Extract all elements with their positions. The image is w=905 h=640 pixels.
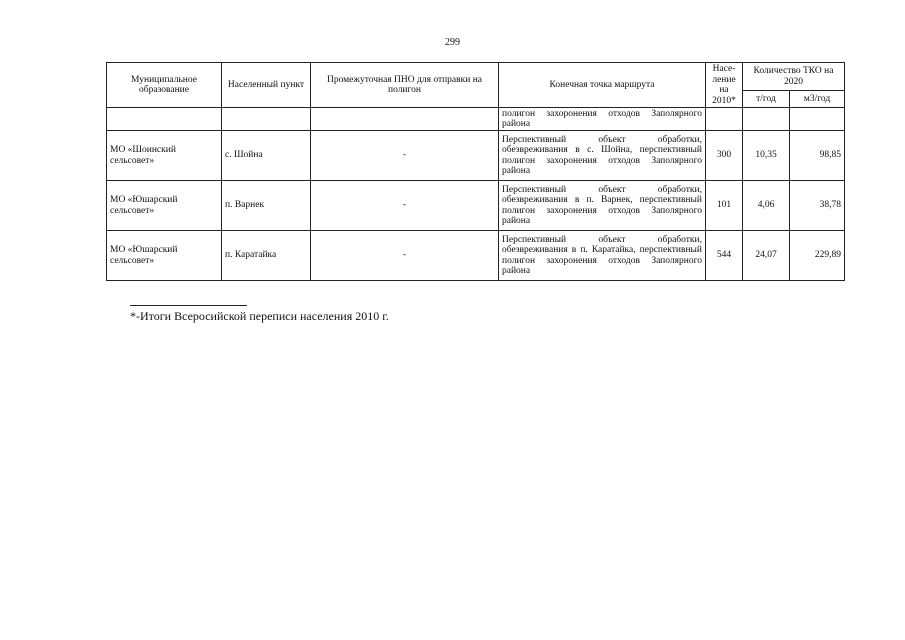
header-tko-m3: м3/год [790, 91, 845, 108]
header-tko-t: т/год [743, 91, 790, 108]
footnote-divider [130, 305, 247, 306]
cell-t-year: 10,35 [743, 131, 790, 181]
footnote: *-Итоги Всеросийской переписи населения 2010 г. [130, 309, 389, 323]
waste-route-table [106, 62, 845, 281]
cell-settlement: с. Шойна [222, 131, 311, 181]
cell-endpoint: Перспективный объект обработки, обезвреживания в с. Шойна, перспективный полигон захоронения отходов Заполярного района [499, 131, 706, 181]
cell-m3-year [790, 108, 845, 131]
cell-m3-year: 229,89 [790, 231, 845, 281]
cell-municipality [107, 108, 222, 131]
cell-t-year [743, 108, 790, 131]
cell-population [706, 108, 743, 131]
table-header-row [107, 63, 845, 91]
cell-population: 101 [706, 181, 743, 231]
cell-pno: - [311, 181, 499, 231]
cell-population: 544 [706, 231, 743, 281]
cell-pno: - [311, 231, 499, 281]
header-pno: Промежуточная ПНО для отправки на полигон [311, 63, 499, 108]
header-tko-group: Количество ТКО на 2020 [743, 63, 845, 91]
header-population: Насе-ление на 2010* [706, 63, 743, 108]
cell-municipality: МО «Юшарский сельсовет» [107, 181, 222, 231]
cell-t-year: 24,07 [743, 231, 790, 281]
cell-municipality: МО «Шоинский сельсовет» [107, 131, 222, 181]
table-row [107, 181, 845, 231]
header-municipality: Муниципальное образование [107, 63, 222, 108]
cell-municipality: МО «Юшарский сельсовет» [107, 231, 222, 281]
header-settlement: Населенный пункт [222, 63, 311, 108]
cell-m3-year: 38,78 [790, 181, 845, 231]
cell-population: 300 [706, 131, 743, 181]
table-row [107, 231, 845, 281]
cell-endpoint: Перспективный объект обработки, обезвреживания в п. Варнек, перспективный полигон захоронения отходов Заполярного района [499, 181, 706, 231]
cell-settlement: п. Варнек [222, 181, 311, 231]
page-number: 299 [445, 37, 460, 48]
table-row [107, 108, 845, 131]
cell-endpoint: Перспективный объект обработки, обезвреживания в п. Каратайка, перспективный полигон захоронения отходов Заполярного района [499, 231, 706, 281]
cell-pno: - [311, 131, 499, 181]
header-endpoint: Конечная точка маршрута [499, 63, 706, 108]
cell-endpoint: полигон захоронения отходов Заполярного района [499, 108, 706, 131]
cell-t-year: 4,06 [743, 181, 790, 231]
cell-pno [311, 108, 499, 131]
cell-m3-year: 98,85 [790, 131, 845, 181]
table-row [107, 131, 845, 181]
cell-settlement [222, 108, 311, 131]
cell-settlement: п. Каратайка [222, 231, 311, 281]
